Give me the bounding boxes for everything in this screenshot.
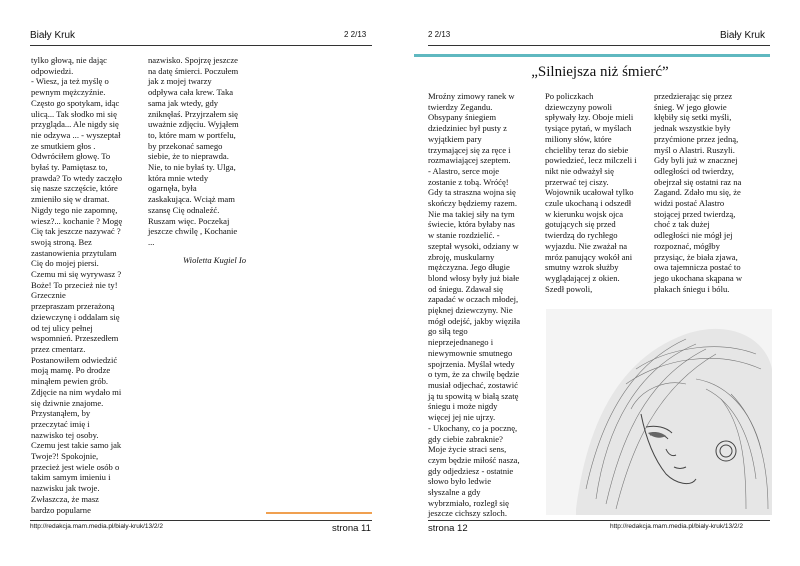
article-title: „Silniejsza niż śmierć” — [531, 64, 669, 80]
left-footer-rule — [30, 520, 372, 521]
left-column-2: nazwisko. Spojrzę jeszcze na datę śmierci. Poczułem jak z mojej twarzy odpływa cała krew. Taka sama jak wtedy, gdy zniknęłaś. Przyjrzałem się uważnie zdjęciu. Wyjąłem to, które mam w portfelu, by przekonać samego siebie, że to nieprawda. Nie, to nie byłaś ty. Ulga, która mnie wtedy ogarnęła, była zaskakująca. Wciąż mam szansę Cię odnaleźć. Ruszam więc. Poczekaj jeszcze chwilę , Kochanie ... — [148, 55, 239, 247]
left-footer-url[interactable]: http://redakcja.mam.media.pl/bialy-kruk/13/2/2 — [30, 523, 163, 530]
left-header-issue: 2 2/13 — [344, 30, 367, 39]
left-page-number: strona 11 — [332, 523, 371, 534]
right-footer-rule — [428, 520, 770, 521]
left-column-1: tylko głową, nie dając odpowiedzi. - Wiesz, ja też myślę o pewnym mężczyźnie. Często go spotykam, idąc ulicą... Tak słodko mi się przygląda... Ale nigdy się nie odzywa ... - wyszeptał ze smutkiem głos . Odwróciłem głowę. To byłaś ty. Pamiętasz to, prawda? To wtedy zaczęło się nasze szczęście, które zmieniło się w dramat. Nigdy tego nie zapomnę, wiesz?... kochanie ? Mogę Cię tak jeszcze nazywać ? swoją stroną. Bez zastanowienia przytulam Cię do mojej piersi. Czemu mi się wyrywasz ? Boże! To przecież nie ty! Grzecznie przepraszam przerażoną dziewczynę i oddalam się od tej ulicy pełnej wspomnień. Przeszedłem przez cmentarz. Postanowiłem odwiedzić moją mamę. Po drodze minąłem pewien grób. Zdjęcie na nim wydało mi się dziwnie znajome. Przystanąłem, by przeczytać imię i nazwisko tej osoby. Czemu jest takie samo jak Twoje?! Spokojnie, przecież jest wiele osób o takim samym imieniu i nazwisku jak twoje. Zwłaszcza, że masz bardzo popularne — [31, 55, 123, 515]
right-column-2: Po policzkach dziewczyny powoli spływały łzy. Oboje mieli tysiące pytań, w myślach miliony słów, które chcieliby teraz do siebie powiedzieć, lecz milczeli i nikt nie odważył się przerwać tej ciszy. Wojownik ucałował tylko czule ukochaną i odszedł w kierunku wojsk ojca gotujących się przed twierdzą do rychłego wyjazdu. Nie zważał na mróz panujący wokół ani smutny wzrok służby wyglądającej z okien. Szedł powoli, — [545, 91, 637, 294]
right-column-3: przedzierając się przez śnieg. W jego głowie kłębiły się setki myśli, jednak wszystkie były przyćmione przez jedną, myśl o Alastri. Ruszyli. Gdy byli już w znacznej odległości od twierdzy, obejrzał się ostatni raz na Zagand. Zdało mu się, że widzi postać Alastro stojącej przed twierdzą, choć z tak dużej odległości nie mógł jej rozpoznać, mógłby przysiąc, że biała zjawa, owa tajemnicza postać to jego ukochana skąpana w płakach śniegu i bólu. — [654, 91, 743, 294]
right-page — [400, 0, 800, 566]
right-page-number: strona 12 — [428, 523, 468, 534]
author-signature: Wioletta Kugiel Io — [183, 255, 247, 265]
right-footer-url[interactable]: http://redakcja.mam.media.pl/bialy-kruk/13/2/2 — [610, 523, 743, 530]
left-header-title: Biały Kruk — [30, 30, 76, 41]
teal-accent-bar — [414, 54, 770, 57]
right-header-issue: 2 2/13 — [428, 30, 451, 39]
right-column-1: Mroźny zimowy ranek w twierdzy Zegandu. Obsypany śniegiem dziedziniec był pusty z wyjątkiem pary trzymającej się za ręce i rozmawiającej szeptem. - Alastro, serce moje zostanie z tobą. Wróćę! Gdy ta straszna wojna się skończy będziemy razem. Nie ma takiej siły na tym świecie, która byłaby nas w stanie rozdzielić. - szeptał wysoki, odziany w zbroję, muskularny mężczyzna. Jego długie blond włosy były już białe od śniegu. Zdawał się zapadać w oczach młodej, pięknej dziewczyny. Nie mógł odejść, jakby więziła go siłą tego nieprzejednanego i niewymownie smutnego spojrzenia. Myślał wtedy o tym, że za chwilę będzie musiał odjechać, zostawić ją tu spowitą w białą szatę śniegu i może nigdy więcej jej nie ujrzy. - Ukochany, co ja pocznę, gdy ciebie zabraknie? Moje życie straci sens, czym będzie miłość nasza, gdy odjedziesz - ostatnie słowo było ledwie słyszalne a gdy wybrzmiało, rozległ się jeszcze cichszy szloch. — [428, 91, 521, 519]
right-header-rule — [428, 45, 770, 46]
orange-accent-bar — [266, 512, 372, 514]
left-header-rule — [30, 45, 372, 46]
right-header-title: Biały Kruk — [720, 30, 766, 41]
girl-illustration — [546, 309, 772, 515]
